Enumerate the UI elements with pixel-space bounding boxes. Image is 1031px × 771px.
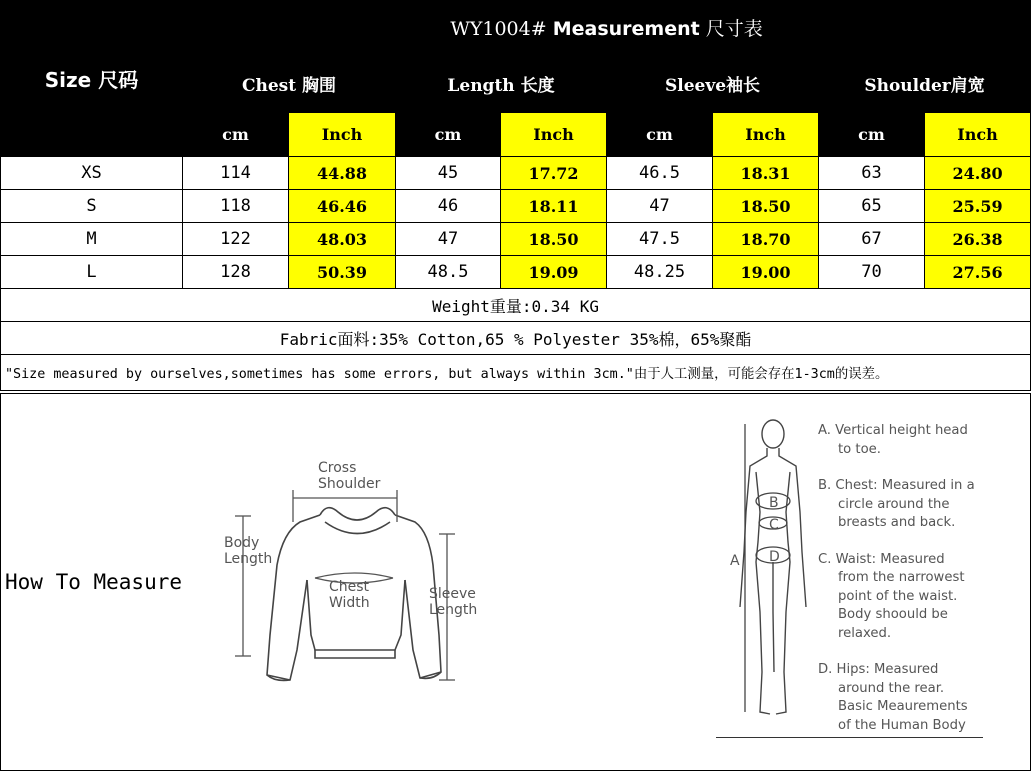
- unit-inch: Inch: [925, 113, 1031, 157]
- shoulder-cm: 65: [819, 190, 925, 223]
- length-cm: 45: [396, 157, 501, 190]
- unit-inch: Inch: [289, 113, 396, 157]
- shoulder-inch: 25.59: [925, 190, 1031, 223]
- title-cn: 尺寸表: [699, 17, 763, 40]
- length-inch: 18.11: [501, 190, 607, 223]
- legend-c-line-4: Body shoould be: [838, 607, 948, 622]
- sleeve-inch: 18.31: [713, 157, 819, 190]
- body-label-b: B: [769, 495, 779, 511]
- chest-cm: 118: [183, 190, 289, 223]
- disclaimer-note: "Size measured by ourselves,sometimes has some errors, but always within 3cm."由于人工测量，可能会存在1-3cm的误差。: [1, 355, 1031, 391]
- shoulder-cm: 67: [819, 223, 925, 256]
- column-header-length: Length 长度: [396, 54, 607, 113]
- chest-cm: 114: [183, 157, 289, 190]
- chest-cm: 122: [183, 223, 289, 256]
- chart-title: [183, 1, 1031, 54]
- unit-cm: cm: [607, 113, 713, 157]
- size-label: XS: [1, 157, 183, 190]
- garment-diagram: [215, 450, 495, 695]
- length-inch: 17.72: [501, 157, 607, 190]
- legend-b-line-2: circle around the: [838, 496, 950, 512]
- legend-c-line-5: relaxed.: [838, 625, 892, 641]
- size-label: L: [1, 256, 183, 289]
- unit-cm: cm: [396, 113, 501, 157]
- legend-d-line-3: Basic Meaurements: [838, 699, 968, 714]
- body-outline: [740, 420, 806, 714]
- weight-note: Weight重量:0.34 KG: [1, 289, 1031, 322]
- sleeve-inch: 18.70: [713, 223, 819, 256]
- body-label-c: C: [769, 517, 779, 533]
- legend-b-line-1: B. Chest: Measured in a: [818, 478, 975, 493]
- legend-a-line-1: A. Vertical height head: [818, 423, 968, 438]
- title-code: WY1004#: [450, 17, 547, 40]
- unit-cm: cm: [183, 113, 289, 157]
- table-row: [1, 223, 1031, 256]
- column-header-chest: Chest 胸围: [183, 54, 396, 113]
- length-cm: 46: [396, 190, 501, 223]
- sleeve-label-1: Sleeve: [429, 586, 476, 602]
- legend-item-c: [818, 551, 988, 644]
- body-label-d: D: [769, 549, 780, 565]
- body-label-2: Length: [224, 551, 273, 567]
- sleeve-cm: 46.5: [607, 157, 713, 190]
- chest-label-1: Chest: [329, 579, 370, 595]
- shoulder-inch: 27.56: [925, 256, 1031, 289]
- legend-c-line-2: from the narrowest: [838, 570, 965, 585]
- legend-d-line-1: D. Hips: Measured: [818, 662, 939, 677]
- chest-cm: 128: [183, 256, 289, 289]
- chest-inch: 48.03: [289, 223, 396, 256]
- legend-item-a: [818, 422, 988, 459]
- size-header: Size 尺码: [1, 1, 183, 157]
- fabric-note: Fabric面料:35% Cotton,65 % Polyester 35%棉，65%聚酯: [1, 322, 1031, 355]
- column-header-shoulder: Shoulder肩宽: [819, 54, 1031, 113]
- cross-label-1: Cross: [318, 460, 357, 476]
- cross-label-2: Shoulder: [318, 476, 381, 492]
- table-row: [1, 190, 1031, 223]
- body-label-a: A: [730, 553, 740, 569]
- length-cm: 47: [396, 223, 501, 256]
- chest-inch: 50.39: [289, 256, 396, 289]
- sleeve-label-2: Length: [429, 602, 478, 618]
- table-row: [1, 157, 1031, 190]
- legend-item-d: [818, 661, 988, 735]
- length-cm: 48.5: [396, 256, 501, 289]
- chest-inch: 46.46: [289, 190, 396, 223]
- legend-d-line-2: around the rear.: [838, 680, 945, 696]
- column-header-sleeve: Sleeve袖长: [607, 54, 819, 113]
- sleeve-cm: 47.5: [607, 223, 713, 256]
- legend-b-line-3: breasts and back.: [838, 515, 956, 530]
- title-main: Measurement: [552, 17, 700, 40]
- shoulder-cm: 70: [819, 256, 925, 289]
- legend-c-line-1: C. Waist: Measured: [818, 551, 945, 567]
- shoulder-inch: 26.38: [925, 223, 1031, 256]
- legend-d-line-4: of the Human Body: [838, 717, 966, 733]
- unit-cm: cm: [819, 113, 925, 157]
- chest-label-2: Width: [329, 595, 370, 611]
- size-label: S: [1, 190, 183, 223]
- sleeve-inch: 18.50: [713, 190, 819, 223]
- sleeve-cm: 48.25: [607, 256, 713, 289]
- size-label: M: [1, 223, 183, 256]
- length-inch: 19.09: [501, 256, 607, 289]
- table-row: [1, 256, 1031, 289]
- legend-a-line-2: to toe.: [838, 441, 881, 457]
- measurement-legend: [818, 422, 988, 753]
- legend-item-b: [818, 477, 988, 533]
- unit-inch: Inch: [713, 113, 819, 157]
- sleeve-inch: 19.00: [713, 256, 819, 289]
- shoulder-inch: 24.80: [925, 157, 1031, 190]
- how-to-measure-label: How To Measure: [5, 570, 183, 594]
- body-label-1: Body: [224, 535, 260, 551]
- chest-inch: 44.88: [289, 157, 396, 190]
- legend-c-line-3: point of the waist.: [838, 588, 958, 604]
- legend-divider: [716, 737, 983, 738]
- shoulder-cm: 63: [819, 157, 925, 190]
- sleeve-cm: 47: [607, 190, 713, 223]
- body-diagram: [720, 412, 820, 722]
- unit-inch: Inch: [501, 113, 607, 157]
- measure-rings: [745, 424, 790, 712]
- length-inch: 18.50: [501, 223, 607, 256]
